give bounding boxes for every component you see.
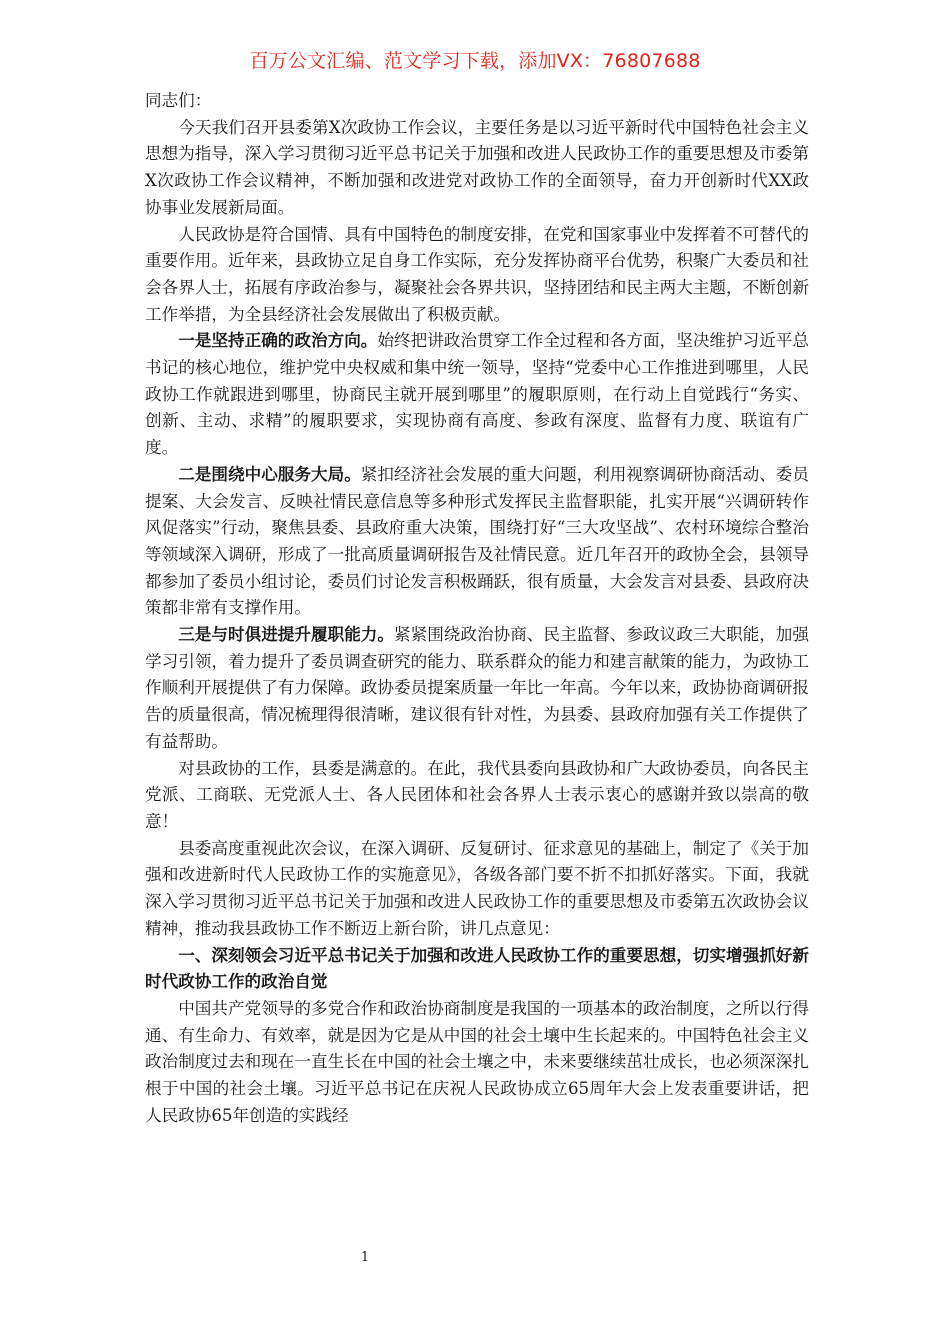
paragraph-lead: 二是围绕中心服务大局。 [178,464,361,484]
paragraph-text: 紧扣经济社会发展的重大问题，利用视察调研协商活动、委员提案、大会发言、反映社情民意信息等多种形式发挥民主监督职能，扎实开展“兴调研转作风促落实”行动，聚焦县委、县政府重大决策，围绕打好“三大攻坚战”、农村环境综合整治等领域深入调研，形成了一批高质量调研报告及社情民意。近几年召开的政协全会，县领导都参加了委员小组讨论，委员们讨论发言积极踊跃，很有质量，大会发言对县委、县政府决策都非常有支撑作用。 [145,464,810,618]
document-body [145,88,809,1129]
paragraph-text: 紧紧围绕政治协商、民主监督、参政议政三大职能，加强学习引领，着力提升了委员调查研究的能力、联系群众的能力和建言献策的能力，为政协工作顺利开展提供了有力保障。政协委员提案质量一年比一年高。今年以来，政协协商调研报告的质量很高，情况梳理得很清晰，建议很有针对性，为县委、县政府加强有关工作提供了有益帮助。 [145,625,810,751]
paragraph [145,328,809,462]
paragraph [145,836,809,943]
paragraph [145,622,809,756]
paragraph: 中国共产党领导的多党合作和政治协商制度是我国的一项基本的政治制度，之所以行得通、有生命力、有效率，就是因为它是从中国的社会土壤中生长起来的。中国特色社会主义政治制度过去和现在一直生长在中国的社会土壤之中，未来要继续茁壮成长，也必须深深扎根于中国的社会土壤。习近平总书记在庆祝人民政协成立65周年大会上发表重要讲话，把人民政协65年创造的实践经 [145,998,809,1125]
header-banner: 百万公文汇编、范文学习下载，添加VX：76807688 [249,50,701,72]
section-heading: 一、深刻领会习近平总书记关于加强和改进人民政协工作的重要思想，切实增强抓好新时代政协工作的政治自觉 [145,945,809,992]
paragraph-lead: 三是与时俱进提升履职能力。 [178,625,394,645]
paragraph [145,756,809,836]
paragraph [145,115,809,222]
paragraph [145,462,809,622]
paragraph-text: 县委高度重视此次会议，在深入调研、反复研讨、征求意见的基础上，制定了《关于加强和改进新时代人民政协工作的实施意见》，各级各部门要不折不扣抓好落实。下面，我就深入学习贯彻习近平总书记关于加强和改进人民政协工作的重要思想及市委第五次政协会议精神，推动我县政协工作不断迈上新台阶，讲几点意见： [145,838,809,938]
paragraph-text: 对县政协的工作，县委是满意的。在此，我代县委向县政协和广大政协委员，向各民主党派、工商联、无党派人士、各人民团体和社会各界人士表示衷心的感谢并致以崇高的敬意！ [145,758,809,831]
paragraph-text: 人民政协是符合国情、具有中国特色的制度安排，在党和国家事业中发挥着不可替代的重要作用。近年来，县政协立足自身工作实际，充分发挥协商平台优势，积聚广大委员和社会各界人士，拓展有序政治参与，凝聚社会各界共识，坚持团结和民主两大主题，不断创新工作举措，为全县经济社会发展做出了积极贡献。 [145,224,809,324]
salutation: 同志们： [145,91,212,110]
paragraph-lead: 一是坚持正确的政治方向。 [178,331,378,351]
paragraph-text: 今天我们召开县委第X次政协工作会议，主要任务是以习近平新时代中国特色社会主义思想为指导，深入学习贯彻习近平总书记关于加强和改进人民政协工作的重要思想及市委第X次政协工作会议精神，不断加强和改进党对政协工作的全面领导，奋力开创新时代XX政协事业发展新局面。 [145,117,809,217]
page-number: 1 [360,1250,370,1265]
paragraph-text: 始终把讲政治贯穿工作全过程和各方面，坚决维护习近平总书记的核心地位，维护党中央权威和集中统一领导，坚持“党委中心工作推进到哪里，人民政协工作就跟进到哪里，协商民主就开展到哪里”的履职原则，在行动上自觉践行“务实、创新、主动、求精”的履职要求，实现协商有高度、参政有深度、监督有力度、联谊有广度。 [145,331,810,458]
paragraph [145,222,809,329]
